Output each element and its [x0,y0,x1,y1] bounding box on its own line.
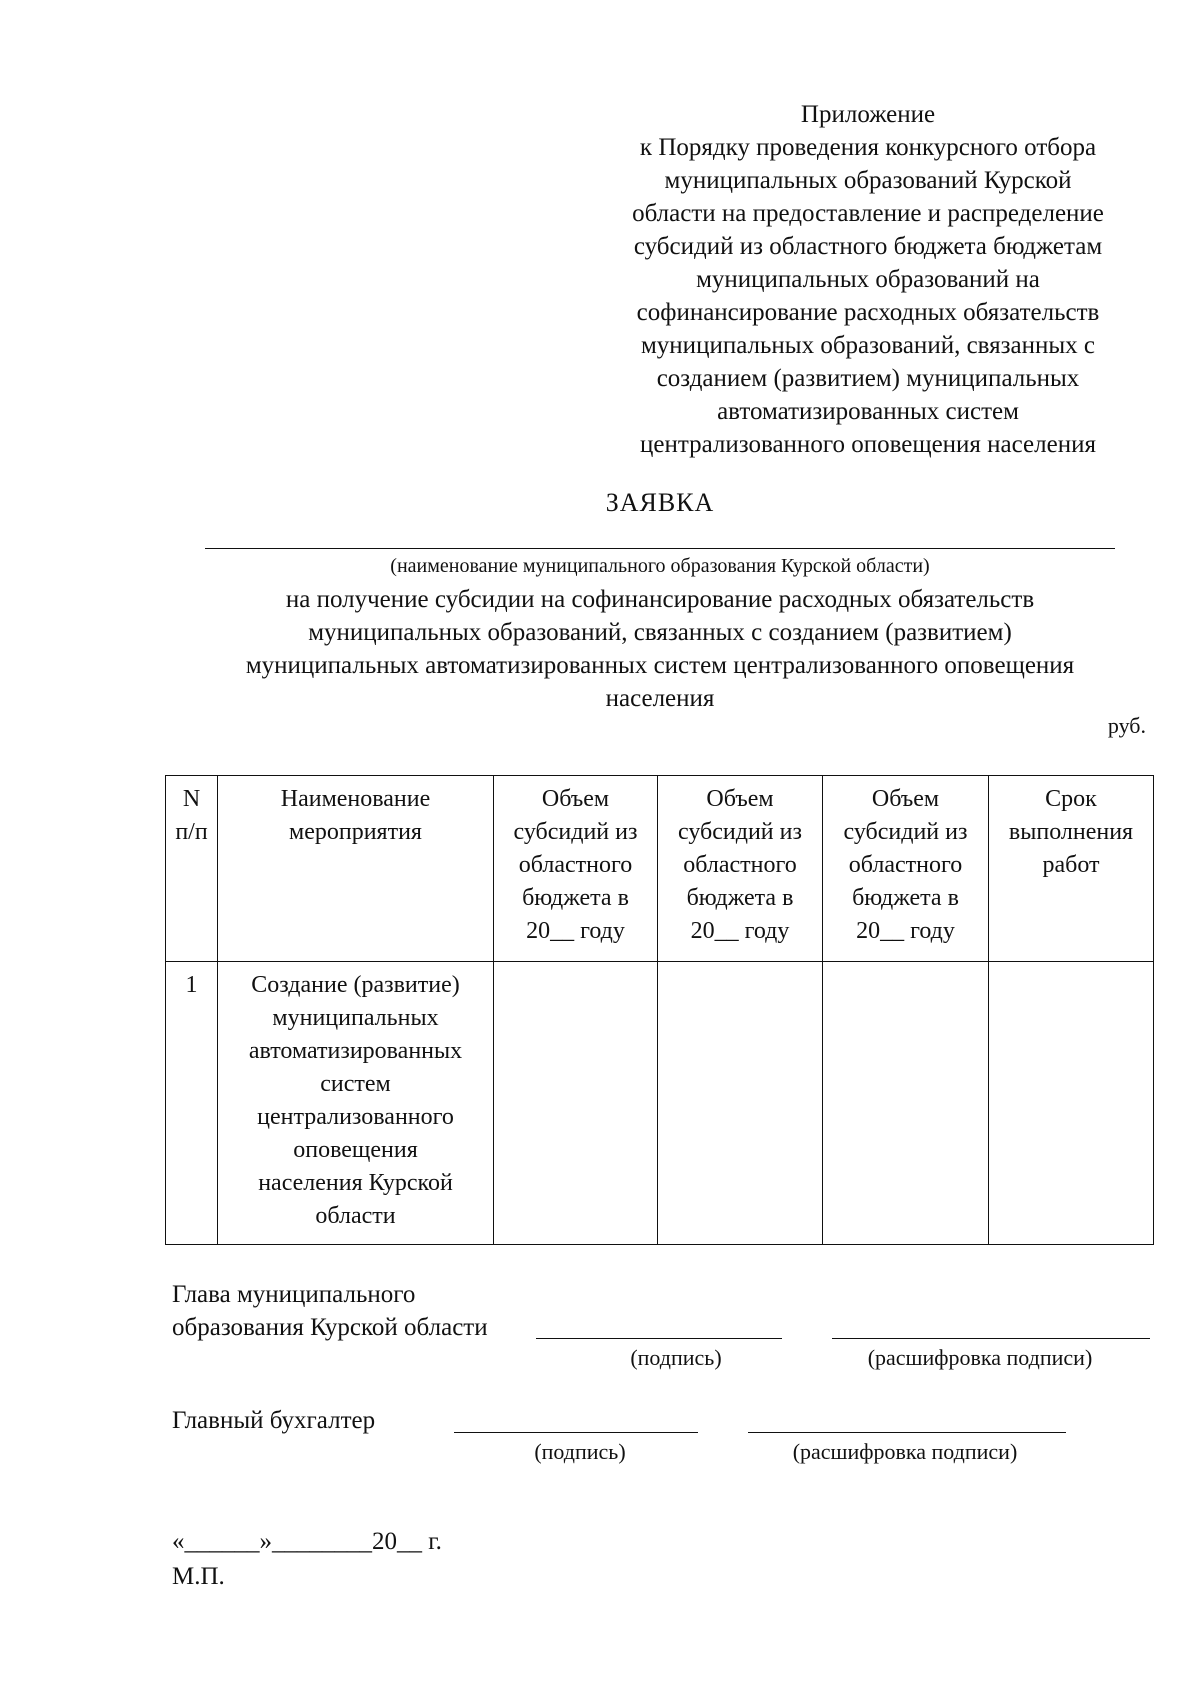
row-subsidy-year-3[interactable] [823,962,989,1245]
head-signature-line[interactable] [536,1338,782,1339]
appendix-line: муниципальных образований, связанных с [640,332,1096,359]
appendix-line: софинансирование расходных обязательств [636,299,1100,326]
accountant-decryption-line[interactable] [748,1432,1066,1433]
head-decryption-line[interactable] [832,1338,1150,1339]
row-number: 1 [166,962,218,1245]
header-number: N п/п [166,776,218,962]
row-subsidy-year-2[interactable] [658,962,823,1245]
header-subsidy-year-3: Объем субсидий из областного бюджета в 20__ году [823,776,989,962]
purpose-line: муниципальных образований, связанных с созданием (развитием) [308,619,1012,646]
appendix-line: субсидий из областного бюджета бюджетам [633,233,1103,260]
applicant-caption: (наименование муниципального образования Курской области) [390,555,930,577]
appendix-line: созданием (развитием) муниципальных [656,365,1080,392]
appendix-line: к Порядку проведения конкурсного отбора [639,134,1097,161]
row-activity-name: Создание (развитие) муниципальных автоматизированных систем централизованного оповещения населения Курской области [218,962,494,1245]
table-row [166,962,1154,1245]
head-signature-hint: (подпись) [630,1345,722,1370]
purpose-line: на получение субсидии на софинансирование расходных обязательств [285,586,1035,613]
appendix-line: Приложение [800,101,936,128]
purpose-line: населения [605,685,715,712]
date-line: «______»________20__ г. [172,1528,442,1555]
table-header-row [166,776,1154,962]
appendix-header [588,98,1148,461]
header-subsidy-year-2: Объем субсидий из областного бюджета в 20__ году [658,776,823,962]
head-label-line2: образования Курской области [172,1314,488,1341]
appendix-line: области на предоставление и распределение [632,200,1104,227]
header-subsidy-year-1: Объем субсидий из областного бюджета в 20__ году [494,776,658,962]
row-deadline[interactable] [989,962,1154,1245]
stamp-place: М.П. [172,1563,225,1590]
head-label-line1: Глава муниципального [172,1281,416,1308]
accountant-signature-line[interactable] [454,1432,698,1433]
appendix-line: автоматизированных систем [717,398,1019,425]
accountant-signature-hint: (подпись) [534,1439,626,1464]
head-decryption-hint: (расшифровка подписи) [867,1345,1093,1370]
purpose-text [165,583,1155,715]
purpose-line: муниципальных автоматизированных систем централизованного оповещения [245,652,1075,679]
appendix-line: централизованного оповещения населения [640,431,1096,458]
appendix-line: муниципальных образований Курской [664,167,1072,194]
accountant-decryption-hint: (расшифровка подписи) [792,1439,1018,1464]
currency-unit: руб. [1107,713,1146,738]
accountant-label: Главный бухгалтер [172,1407,376,1434]
appendix-line: муниципальных образований на [696,266,1040,293]
subsidy-table [165,775,1154,1245]
document-title: ЗАЯВКА [605,488,715,517]
header-activity-name: Наименование мероприятия [218,776,494,962]
applicant-name-line [205,548,1115,549]
row-subsidy-year-1[interactable] [494,962,658,1245]
header-deadline: Срок выполнения работ [989,776,1154,962]
